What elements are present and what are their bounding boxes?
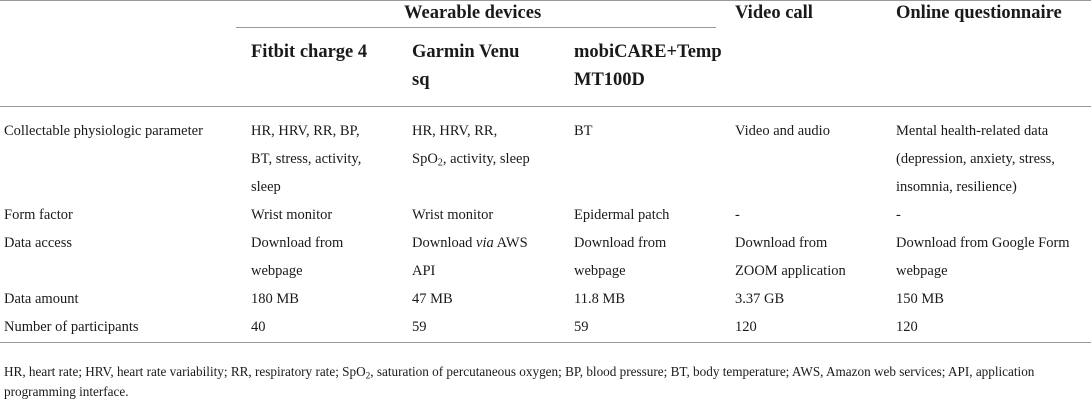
cell-questionnaire-participants: 120	[896, 319, 918, 335]
garmin-access-rest: AWS	[493, 235, 528, 251]
col-header-mobicare-line1: mobiCARE+Temp	[574, 42, 722, 62]
cell-garmin-parameter-l2	[412, 145, 530, 173]
cell-fitbit-access-l2: webpage	[251, 263, 303, 279]
garmin-access-text: Download	[412, 235, 477, 251]
cell-questionnaire-amount: 150 MB	[896, 291, 944, 307]
group-header-online-questionnaire: Online questionnaire	[896, 3, 1062, 23]
group-header-rule	[236, 27, 716, 28]
spo2-rest: , activity, sleep	[442, 151, 530, 167]
table-footnote	[4, 362, 1089, 402]
row-label-data-access: Data access	[4, 235, 73, 251]
cell-fitbit-access-l1: Download from	[251, 235, 344, 251]
cell-video-parameter: Video and audio	[735, 123, 830, 139]
cell-video-form-factor: -	[735, 207, 740, 223]
cell-fitbit-parameter-l2: BT, stress, activity,	[251, 151, 362, 167]
cell-video-participants: 120	[735, 319, 757, 335]
row-label-parameter: Collectable physiologic parameter	[4, 123, 203, 139]
cell-mobicare-parameter: BT	[574, 123, 593, 139]
cell-video-access-l1: Download from	[735, 235, 828, 251]
cell-mobicare-access-l2: webpage	[574, 263, 626, 279]
cell-fitbit-participants: 40	[251, 319, 266, 335]
group-header-video-call: Video call	[735, 3, 813, 23]
col-header-garmin-line2: sq	[412, 70, 430, 90]
row-label-participants: Number of participants	[4, 319, 139, 335]
cell-garmin-amount: 47 MB	[412, 291, 453, 307]
spo2-text: SpO	[412, 151, 438, 167]
group-header-wearable: Wearable devices	[404, 3, 542, 23]
garmin-access-italic: via	[476, 235, 494, 251]
cell-video-access-l2: ZOOM application	[735, 263, 846, 279]
col-header-fitbit: Fitbit charge 4	[251, 42, 368, 62]
cell-fitbit-form-factor: Wrist monitor	[251, 207, 333, 223]
row-label-form-factor: Form factor	[4, 207, 73, 223]
cell-garmin-form-factor: Wrist monitor	[412, 207, 494, 223]
col-header-mobicare-line2: MT100D	[574, 70, 645, 90]
cell-video-amount: 3.37 GB	[735, 291, 785, 307]
cell-fitbit-amount: 180 MB	[251, 291, 299, 307]
footnote-part2: , saturation of percutaneous oxygen; BP, blood pressure; BT, body temperature; AWS, Amazon web services; API, application programming interface.	[4, 364, 1035, 399]
col-header-garmin-line1: Garmin Venu	[412, 42, 520, 62]
cell-garmin-access-l1	[412, 229, 528, 257]
spo2-subscript: 2	[437, 157, 443, 169]
cell-questionnaire-parameter-l1: Mental health-related data	[896, 123, 1049, 139]
cell-mobicare-access-l1: Download from	[574, 235, 667, 251]
cell-mobicare-amount: 11.8 MB	[574, 291, 626, 307]
header-bottom-rule	[0, 106, 1091, 107]
row-label-data-amount: Data amount	[4, 291, 79, 307]
cell-mobicare-form-factor: Epidermal patch	[574, 207, 670, 223]
footnote-subscript: 2	[365, 370, 371, 381]
table-bottom-rule	[0, 342, 1091, 343]
cell-fitbit-parameter-l3: sleep	[251, 179, 281, 195]
cell-questionnaire-form-factor: -	[896, 207, 901, 223]
cell-questionnaire-access-l1: Download from Google Form	[896, 235, 1070, 251]
cell-garmin-parameter-l1: HR, HRV, RR,	[412, 123, 498, 139]
cell-questionnaire-access-l2: webpage	[896, 263, 948, 279]
cell-questionnaire-parameter-l3: insomnia, resilience)	[896, 179, 1017, 195]
cell-questionnaire-parameter-l2: (depression, anxiety, stress,	[896, 151, 1055, 167]
cell-garmin-participants: 59	[412, 319, 427, 335]
cell-fitbit-parameter-l1: HR, HRV, RR, BP,	[251, 123, 360, 139]
cell-mobicare-participants: 59	[574, 319, 589, 335]
cell-garmin-access-l2: API	[412, 263, 436, 279]
footnote-part1: HR, heart rate; HRV, heart rate variability; RR, respiratory rate; SpO	[4, 364, 366, 379]
